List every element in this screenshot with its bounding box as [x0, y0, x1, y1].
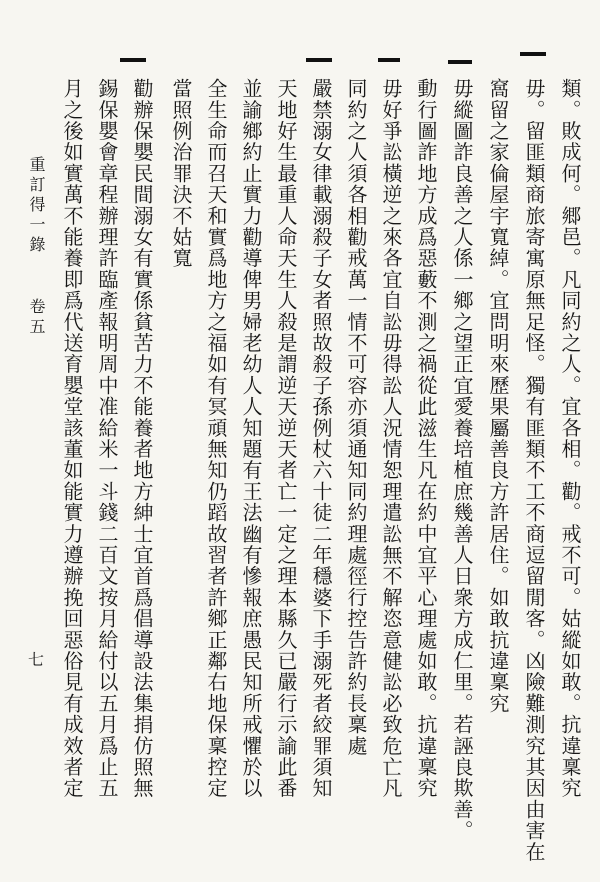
text-column: 天地好生最重人命天生人殺是謂逆天逆天者亡一定之理本縣久已嚴行示諭此番: [274, 78, 298, 799]
section-mark: [448, 60, 472, 64]
text-column: 毋好爭訟橫逆之來各宜自訟毋得訟人況情恕理遣訟無不解恣意健訟必致危亡凡: [379, 78, 403, 799]
text-column: 當照例治罪決不姑寬: [169, 78, 193, 269]
text-column: 類。敗成何。郷邑。凡同約之人。宜各相。勸。戒不可。姑縱如敢。抗違稟究: [558, 78, 582, 799]
text-column: 嚴禁溺女律載溺殺子女者照故殺子孫例杖六十徒二年穩婆下手溺死者絞罪須知: [309, 78, 333, 799]
section-mark: [520, 52, 546, 56]
text-column: 全生命而召天和實爲地方之福如有冥頑無知仍蹈故習者許鄉正鄰右地保稟控定: [204, 78, 228, 799]
section-mark: [306, 58, 332, 62]
section-mark: [120, 58, 146, 62]
page-number: 七: [27, 650, 44, 669]
section-mark: [378, 58, 400, 62]
text-column: 窩留之家倫屋宇寬綽。宜問明來歷果屬善良方許居住。如敢抗違稟究: [486, 78, 510, 714]
text-column: 勸辦保嬰民間溺女有實係貧苦力不能養者地方紳士宜首爲倡導設法集捐仿照無: [130, 78, 154, 799]
text-column: 錫保嬰會章程辦理許臨產報明周中准給米一斗錢二百文按月給付以五月爲止五: [95, 78, 119, 799]
text-column: 同約之人須各相勸戒萬一情不可容亦須通知同約理處徑行控告許約長稟處: [344, 78, 368, 757]
text-column: 月之後如實萬不能養即爲代送育嬰堂該董如能實力遵辦挽回惡俗見有成效者定: [60, 78, 84, 799]
text-column: 毋。留匪類商旅寄寓原無足怪。獨有匪類不工不商逗留閒客。凶險難測究其因由害在: [522, 78, 546, 863]
text-column: 並諭鄉約止實力勸導俾男婦老幼人人知題有王法幽有慘報庶愚民知所戒懼於以: [239, 78, 263, 799]
text-column: 動行圖詐地方成爲惡藪不測之禍從此滋生凡在約中宜平心理處如敢。抗違稟究: [414, 78, 438, 799]
book-title: 重訂得一錄: [27, 156, 46, 256]
volume-label: 卷五: [27, 298, 46, 338]
text-column: 毋縱圖詐良善之人係一鄉之望正宜愛養培植庶幾善人日衆方成仁里。若誣良欺善。: [450, 78, 474, 842]
